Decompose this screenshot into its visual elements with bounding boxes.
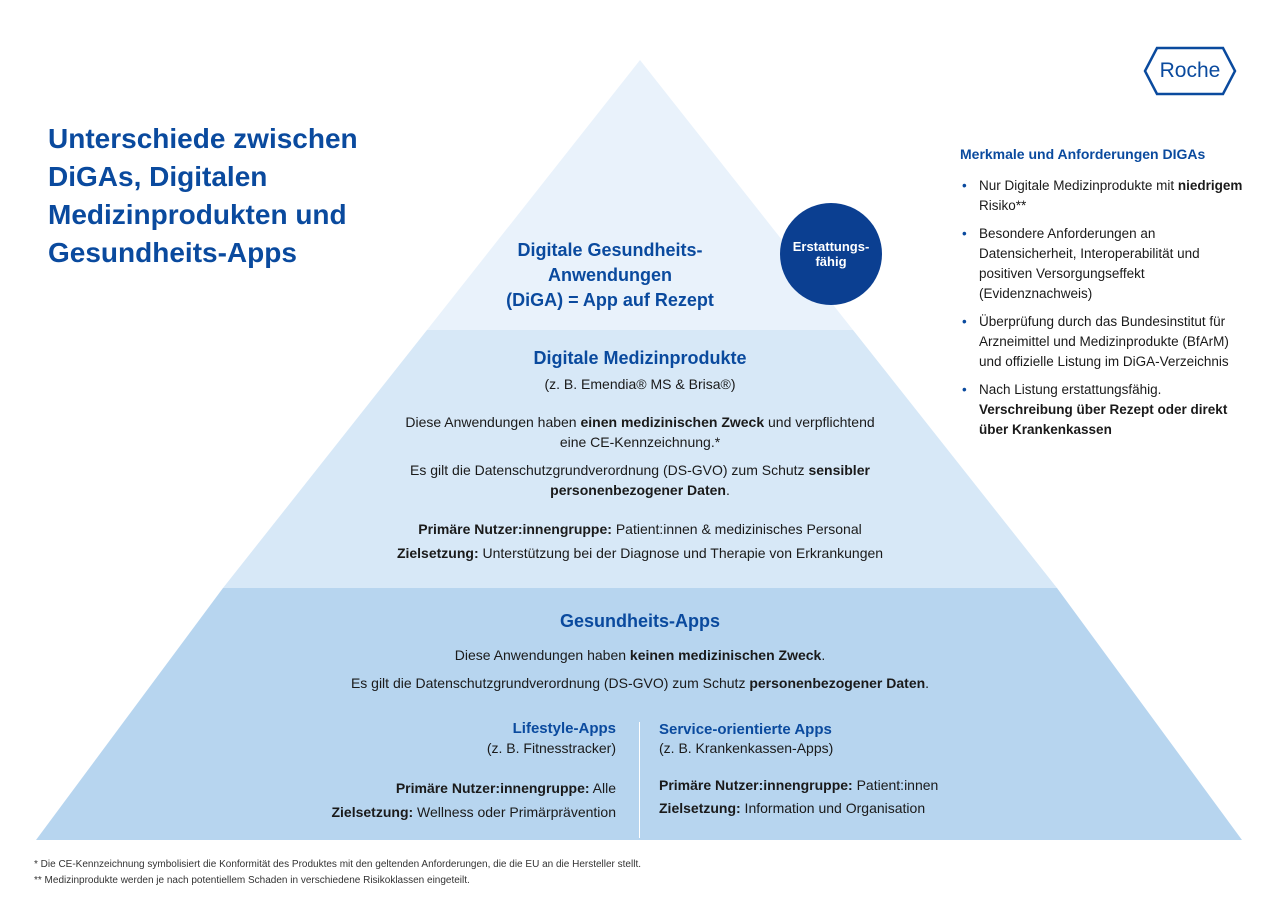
badge-line1: Erstattungs- — [792, 239, 870, 254]
diga-line1: Digitale Gesundheits- — [517, 240, 703, 260]
sidebar-item: • Besondere Anforderungen an Datensicherheit, Interoperabilität und positiven Versorgungseffekt (Evidenznachweis) — [962, 226, 1200, 301]
roche-logo — [1143, 46, 1237, 96]
service-heading: Service-orientierte Apps — [659, 721, 832, 738]
sidebar-item: • Nach Listung erstattungsfähig. Verschreibung über Rezept oder direkt über Krankenkassen — [962, 382, 1228, 437]
health-column-divider — [639, 722, 640, 838]
page-title: Unterschiede zwischen DiGAs, Digitalen Medizinprodukten und Gesundheits-Apps — [48, 123, 358, 268]
medical-example: (z. B. Emendia® MS & Brisa®) — [544, 376, 736, 392]
badge-line2: fähig — [815, 254, 847, 269]
sidebar-list — [960, 176, 1250, 448]
diga-line3: (DiGA) = App auf Rezept — [506, 290, 714, 310]
sidebar-item: • Nur Digitale Medizinprodukte mit niedrigem Risiko** — [962, 178, 1243, 213]
lifestyle-goal: Zielsetzung: Wellness oder Primärprävention — [331, 804, 616, 820]
lifestyle-heading: Lifestyle-Apps — [512, 720, 616, 737]
sidebar-item: • Überprüfung durch das Bundesinstitut für Arzneimittel und Medizinprodukte (BfArM) und offizielle Listung im DiGA-Verzeichnis — [962, 314, 1229, 369]
service-users: Primäre Nutzer:innengruppe: Patient:innen — [659, 777, 939, 793]
diga-line2: Anwendungen — [548, 265, 672, 285]
logo-text: Roche — [1159, 59, 1221, 82]
medical-users: Primäre Nutzer:innengruppe: Patient:innen & medizinisches Personal — [418, 521, 862, 537]
footnote-ce: * Die CE-Kennzeichnung symbolisiert die Konformität des Produktes mit den geltenden Anforderungen, die die EU an die Hersteller stellt. — [34, 859, 641, 870]
reimbursable-badge — [780, 203, 882, 305]
diga-heading — [470, 238, 750, 313]
footnote-risk: ** Medizinprodukte werden je nach potentiellem Schaden in verschiedene Risikoklassen eingeteilt. — [34, 875, 470, 886]
lifestyle-users: Primäre Nutzer:innengruppe: Alle — [395, 780, 616, 796]
lifestyle-example: (z. B. Fitnesstracker) — [486, 740, 616, 756]
service-example: (z. B. Krankenkassen-Apps) — [659, 740, 834, 756]
sidebar-heading: Merkmale und Anforderungen DIGAs — [960, 146, 1206, 162]
service-goal: Zielsetzung: Information und Organisation — [659, 800, 926, 816]
health-purpose: Diese Anwendungen haben keinen medizinischen Zweck. — [454, 647, 826, 663]
health-heading: Gesundheits-Apps — [559, 611, 720, 631]
medical-purpose: Diese Anwendungen haben einen medizinischen Zweck und verpflichtend eine CE-Kennzeichnung.* — [405, 414, 875, 450]
health-privacy: Es gilt die Datenschutzgrundverordnung (DS-GVO) zum Schutz personenbezogener Daten. — [350, 675, 930, 691]
medical-goal: Zielsetzung: Unterstützung bei der Diagnose und Therapie von Erkrankungen — [396, 545, 884, 561]
medical-heading: Digitale Medizinprodukte — [533, 348, 747, 368]
medical-privacy: Es gilt die Datenschutzgrundverordnung (DS-GVO) zum Schutz sensibler personenbezogener Daten. — [410, 462, 870, 498]
